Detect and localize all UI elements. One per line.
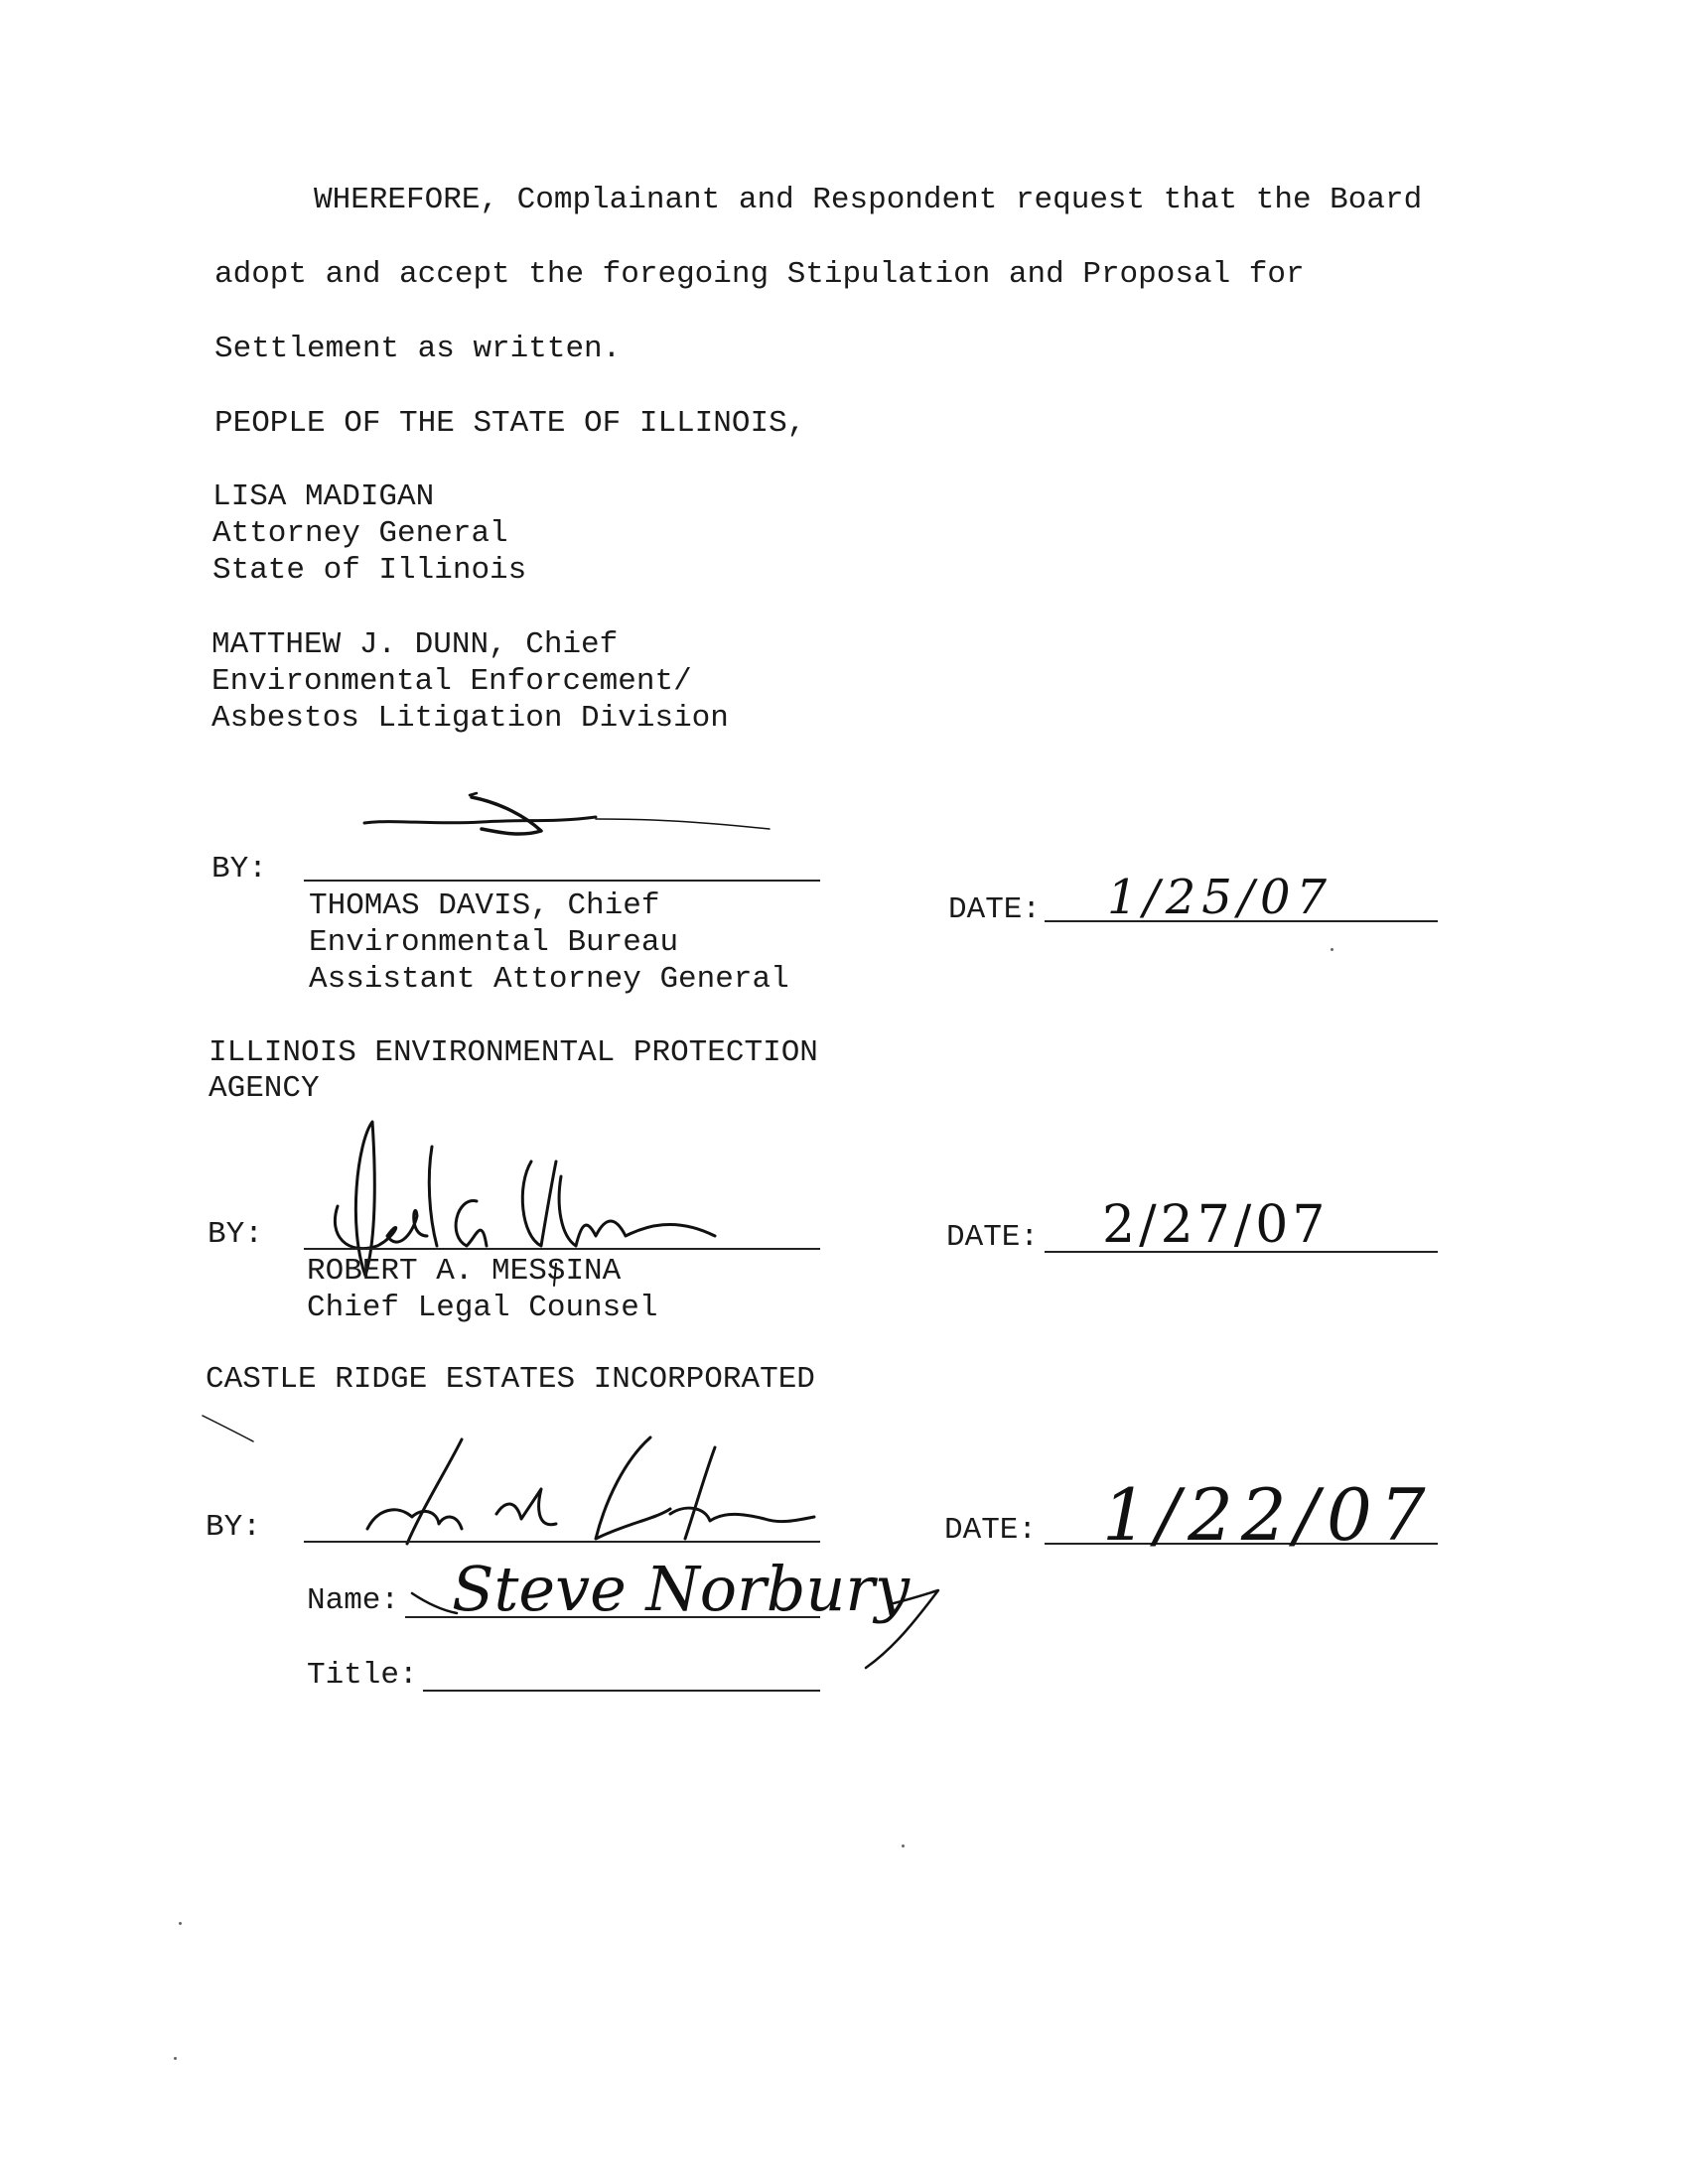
agency-date-value: 2/27/07	[1102, 1195, 1330, 1255]
name-flourish	[407, 1578, 943, 1678]
respondent-name-line	[405, 1616, 820, 1618]
attorney-general-title: Attorney General	[212, 516, 508, 551]
people-date-value: 1/25/07	[1107, 870, 1333, 925]
attorney-general-state: State of Illinois	[212, 553, 527, 588]
respondent-title-label: Title:	[307, 1658, 418, 1693]
division-chief-name: MATTHEW J. DUNN, Chief	[211, 627, 619, 662]
agency-signature-line	[304, 1248, 820, 1250]
people-signer-line-2: Environmental Bureau	[309, 925, 679, 960]
scan-speck	[179, 1922, 182, 1925]
agency-by-label: BY:	[208, 1217, 263, 1252]
agency-heading-line-2: AGENCY	[209, 1071, 320, 1106]
scan-speck	[902, 1844, 905, 1847]
margin-mark	[199, 1410, 268, 1459]
respondent-signature-line	[304, 1541, 820, 1543]
paragraph-line-3: Settlement as written.	[214, 332, 622, 366]
people-heading: PEOPLE OF THE STATE OF ILLINOIS,	[214, 406, 806, 441]
agency-signer-name: ROBERT A. MESSINA	[307, 1254, 622, 1289]
people-signature-line	[304, 880, 820, 882]
people-signer-line-3: Assistant Attorney General	[309, 962, 789, 997]
signature-thomas-davis	[352, 789, 779, 869]
paragraph-line-1: WHEREFORE, Complainant and Respondent request that the Board	[314, 183, 1423, 217]
agency-signer-title: Chief Legal Counsel	[307, 1291, 658, 1325]
scan-speck	[174, 2057, 177, 2060]
respondent-title-line	[423, 1690, 820, 1692]
people-date-label: DATE:	[948, 892, 1042, 927]
division-chief-line-3: Asbestos Litigation Division	[211, 701, 729, 736]
respondent-heading: CASTLE RIDGE ESTATES INCORPORATED	[206, 1362, 815, 1397]
people-by-label: BY:	[211, 852, 267, 887]
division-chief-line-2: Environmental Enforcement/	[211, 664, 692, 699]
agency-heading-line-1: ILLINOIS ENVIRONMENTAL PROTECTION	[209, 1035, 818, 1070]
attorney-general-name: LISA MADIGAN	[212, 479, 435, 514]
people-signer-name: THOMAS DAVIS, Chief	[309, 888, 660, 923]
agency-date-label: DATE:	[946, 1220, 1040, 1255]
paragraph-line-2: adopt and accept the foregoing Stipulation and Proposal for	[214, 257, 1305, 292]
scan-speck	[1331, 948, 1333, 951]
respondent-by-label: BY:	[206, 1510, 261, 1545]
respondent-date-label: DATE:	[944, 1513, 1038, 1548]
signature-steve-norbury	[328, 1430, 824, 1559]
respondent-name-label: Name:	[307, 1583, 400, 1618]
respondent-date-value: 1/22/07	[1102, 1473, 1434, 1557]
respondent-name-value: Steve Norbury	[452, 1553, 911, 1625]
